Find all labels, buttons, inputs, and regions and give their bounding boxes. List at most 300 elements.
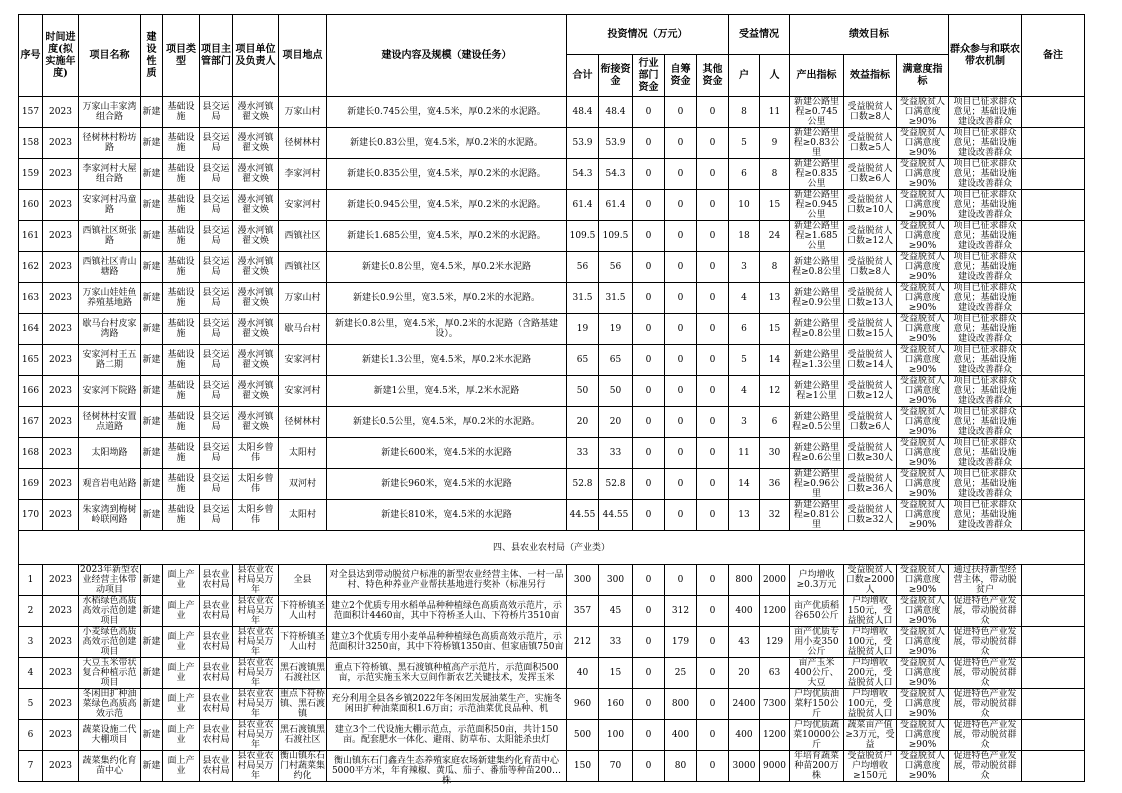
cell-effect-text: 户均增收200元，受益脱贫人口: [847, 658, 893, 688]
cell-self-text: 800: [671, 699, 690, 709]
cell-note: [1022, 314, 1085, 345]
cell-satisfaction: [897, 565, 949, 596]
cell-content-text: 建立3个优质专用小麦单品种种植绿色高质高效示范片，示范面积计3250亩，其中下符桥镇1350亩、但家庙镇750亩: [329, 632, 564, 652]
cell-seq-text: 1: [27, 575, 34, 585]
cell-nature-text: 新建: [142, 169, 161, 179]
cell-content: [327, 159, 567, 190]
cell-type: [163, 221, 200, 252]
cell-output-text: 新建公路里程≥0.8公里: [792, 319, 841, 339]
cell-effect-text: 受益脱贫人口数≥30人: [847, 443, 893, 463]
cell-type: [163, 689, 200, 720]
cell-nature: [141, 97, 163, 128]
cell-content-text: 新建长0.8公里，宽4.5米，厚0.2米水泥路: [362, 262, 531, 272]
cell-year-text: 2023: [49, 386, 72, 396]
cell-year-text: 2023: [49, 293, 72, 303]
cell-location-text: 西镇社区: [284, 231, 321, 241]
cell-effect: [844, 438, 897, 469]
cell-effect-text: 受益脱贫人口数≥13人: [847, 288, 893, 308]
cell-other: [697, 190, 729, 221]
cell-other-text: 0: [709, 761, 716, 771]
cell-content-text: 重点下符桥镇、黑石渡镇种植高产示范片，示范面积500亩，示范实施玉米大豆间作新农艺关键技术，发挥玉米: [334, 663, 559, 683]
cell-effect-text: 蔬菜亩产值≥3万元，受益: [845, 720, 895, 750]
cell-year-text: 2023: [49, 730, 72, 740]
cell-total: [567, 159, 599, 190]
cell-industry-text: 0: [645, 324, 652, 334]
cell-effect: [844, 627, 897, 658]
col-header-note: 备注: [1022, 15, 1085, 97]
cell-person-text: 15: [768, 200, 781, 210]
cell-output: [790, 565, 844, 596]
cell-hh: [729, 407, 760, 438]
cell-output-text: 户均增收≥0.3万元: [796, 570, 837, 590]
cell-output: [790, 221, 844, 252]
table-row: [19, 314, 1085, 345]
cell-effect: [844, 128, 897, 159]
cell-name-text: 安家河村冯童路: [82, 195, 137, 215]
cell-effect-text: 受益脱贫人口数≥12人: [847, 226, 893, 246]
cell-nature: [141, 689, 163, 720]
cell-effect: [844, 407, 897, 438]
cell-name: [79, 283, 141, 314]
cell-industry-text: 0: [645, 200, 652, 210]
cell-satisfaction: [897, 689, 949, 720]
cell-seq: [19, 407, 43, 438]
cell-industry-text: 0: [645, 169, 652, 179]
cell-link: [599, 376, 633, 407]
cell-effect-text: 受益脱贫人口数≥36人: [847, 474, 893, 494]
cell-self: [665, 159, 697, 190]
cell-owner-text: 漫水河镇翟文焕: [237, 133, 274, 153]
cell-type: [163, 128, 200, 159]
cell-seq-text: 158: [21, 138, 40, 148]
cell-content: [327, 469, 567, 500]
cell-self-text: 0: [677, 448, 684, 458]
cell-output: [790, 469, 844, 500]
cell-owner-text: 县农业农村局吴万年: [237, 627, 274, 657]
cell-person-text: 9: [771, 138, 778, 148]
cell-dept: [200, 190, 233, 221]
cell-other: [697, 658, 729, 689]
cell-industry: [633, 720, 665, 751]
cell-seq-text: 165: [21, 355, 40, 365]
cell-person: [760, 500, 790, 531]
cell-year-text: 2023: [49, 448, 72, 458]
cell-seq: [19, 500, 43, 531]
cell-satisfaction: [897, 97, 949, 128]
cell-mechanism-text: 项目已征求群众意见；基础设施建设改善群众: [953, 376, 1017, 406]
cell-dept: [200, 565, 233, 596]
cell-link: [599, 720, 633, 751]
cell-year-text: 2023: [49, 479, 72, 489]
cell-hh-text: 4: [741, 293, 747, 303]
cell-nature: [141, 159, 163, 190]
cell-person: [760, 252, 790, 283]
cell-total: [567, 658, 599, 689]
cell-other: [697, 469, 729, 500]
cell-content: [327, 97, 567, 128]
cell-satisfaction-text: 受益脱贫人口满意度≥90%: [899, 159, 945, 189]
cell-person-text: 32: [768, 510, 781, 520]
cell-dept-text: 县交运局: [202, 226, 230, 246]
cell-year-text: 2023: [49, 200, 72, 210]
cell-person-text: 1200: [763, 730, 786, 740]
cell-year: [43, 658, 79, 689]
cell-type: [163, 283, 200, 314]
cell-type-text: 面上产业: [167, 694, 195, 714]
cell-name: [79, 469, 141, 500]
cell-seq: [19, 438, 43, 469]
cell-other-text: 0: [709, 417, 716, 427]
cell-owner-text: 漫水河镇翟文焕: [237, 164, 274, 184]
cell-other: [697, 283, 729, 314]
cell-year-text: 2023: [49, 324, 72, 334]
cell-dept: [200, 438, 233, 469]
cell-mechanism-text: 促进特色产业发展，带动脱贫群众: [953, 658, 1017, 688]
cell-content: [327, 689, 567, 720]
cell-self: [665, 221, 697, 252]
cell-effect-text: 受益脱贫人口数≥8人: [847, 257, 893, 277]
cell-location: [279, 658, 327, 689]
cell-mechanism: [949, 407, 1022, 438]
cell-other: [697, 565, 729, 596]
cell-link-text: 20: [609, 417, 622, 427]
cell-total: [567, 283, 599, 314]
table-row: [19, 190, 1085, 221]
cell-year: [43, 376, 79, 407]
col-header-total: 合计: [567, 55, 599, 97]
cell-location-text: 径树林村: [284, 138, 321, 148]
cell-industry: [633, 627, 665, 658]
cell-name: [79, 438, 141, 469]
cell-mechanism: [949, 720, 1022, 751]
cell-nature: [141, 314, 163, 345]
cell-mechanism-text: 项目已征求群众意见；基础设施建设改善群众: [953, 407, 1017, 437]
cell-other-text: 0: [709, 324, 716, 334]
cell-content: [327, 283, 567, 314]
cell-name: [79, 221, 141, 252]
cell-year-text: 2023: [49, 107, 72, 117]
cell-name-text: 水稻绿色高质高效示范创建项目: [82, 596, 137, 626]
cell-satisfaction-text: 受益脱贫人口满意度≥90%: [899, 469, 945, 499]
cell-location: [279, 252, 327, 283]
cell-note: [1022, 689, 1085, 720]
cell-satisfaction-text: 受益脱贫人口满意度≥90%: [899, 565, 945, 595]
cell-type-text: 面上产业: [167, 570, 195, 590]
cell-effect-text: 受益脱贫人口数≥15人: [847, 319, 893, 339]
cell-effect-text: 受益脱贫人口数≥5人: [847, 133, 893, 153]
cell-location-text: 安家河村: [284, 386, 321, 396]
cell-mechanism-text: 项目已征求群众意见；基础设施建设改善群众: [953, 221, 1017, 251]
cell-industry: [633, 128, 665, 159]
cell-effect: [844, 565, 897, 596]
cell-mechanism-text: 促进特色产业发展，带动脱贫群众: [953, 751, 1017, 781]
cell-link: [599, 159, 633, 190]
cell-industry: [633, 221, 665, 252]
cell-year-text: 2023: [49, 606, 72, 616]
cell-seq-text: 164: [21, 324, 40, 334]
cell-satisfaction: [897, 720, 949, 751]
cell-content: [327, 438, 567, 469]
cell-owner: [233, 128, 279, 159]
cell-type: [163, 596, 200, 627]
cell-seq-text: 3: [27, 637, 34, 647]
cell-year-text: 2023: [49, 262, 72, 272]
cell-name-text: 大豆玉米带状复合种植示范项目: [82, 658, 137, 688]
cell-self-text: 0: [677, 107, 684, 117]
cell-link: [599, 438, 633, 469]
cell-name: [79, 128, 141, 159]
cell-output-text: 新建公路里程≥0.745公里: [793, 97, 839, 127]
table-row: [19, 596, 1085, 627]
cell-dept-text: 县交运局: [202, 319, 230, 339]
cell-hh-text: 6: [741, 324, 747, 334]
cell-total: [567, 689, 599, 720]
cell-location: [279, 627, 327, 658]
cell-name-text: 径树林村安置点道路: [82, 412, 137, 432]
cell-effect-text: 受益脱贫人口数≥6人: [847, 164, 893, 184]
cell-type: [163, 565, 200, 596]
cell-industry: [633, 689, 665, 720]
cell-note: [1022, 252, 1085, 283]
cell-dept-text: 县农业农村局: [202, 663, 230, 683]
cell-nature: [141, 751, 163, 782]
cell-industry: [633, 407, 665, 438]
cell-self: [665, 283, 697, 314]
cell-mechanism: [949, 345, 1022, 376]
cell-other: [697, 689, 729, 720]
cell-location: [279, 128, 327, 159]
cell-owner: [233, 627, 279, 658]
cell-self: [665, 376, 697, 407]
cell-mechanism-text: 项目已征求群众意见；基础设施建设改善群众: [953, 190, 1017, 220]
cell-effect-text: 受益脱贫人口数≥10人: [847, 195, 893, 215]
cell-seq: [19, 751, 43, 782]
cell-seq: [19, 658, 43, 689]
cell-satisfaction-text: 受益脱贫人口满意度≥90%: [899, 314, 945, 344]
cell-type: [163, 500, 200, 531]
cell-owner-text: 漫水河镇翟文焕: [237, 257, 274, 277]
cell-name: [79, 190, 141, 221]
cell-year: [43, 283, 79, 314]
col-header-output: 产出指标: [790, 55, 844, 97]
cell-total-text: 52.8: [572, 479, 593, 489]
cell-link: [599, 190, 633, 221]
cell-other-text: 0: [709, 479, 716, 489]
cell-owner-text: 县农业农村局吴万年: [237, 689, 274, 719]
cell-year: [43, 596, 79, 627]
cell-type: [163, 190, 200, 221]
cell-owner: [233, 720, 279, 751]
cell-name-text: 万家山娃娃鱼养殖基地路: [82, 288, 137, 308]
cell-dept-text: 县交运局: [202, 288, 230, 308]
cell-content-text: 新建长1.685公里，宽4.5米，厚0.2米的水泥路。: [347, 231, 546, 241]
cell-person: [760, 438, 790, 469]
cell-hh-text: 43: [738, 637, 750, 647]
cell-seq-text: 168: [21, 448, 40, 458]
cell-name-text: 2023年新型农业经营主体带动项目: [80, 565, 139, 595]
cell-year: [43, 128, 79, 159]
cell-person: [760, 283, 790, 314]
cell-seq: [19, 159, 43, 190]
cell-type: [163, 469, 200, 500]
cell-satisfaction: [897, 221, 949, 252]
cell-effect: [844, 500, 897, 531]
cell-seq-text: 161: [21, 231, 40, 241]
cell-link-text: 19: [609, 324, 622, 334]
cell-hh-text: 5: [741, 355, 747, 365]
cell-location-text: 双河村: [288, 479, 316, 489]
cell-person-text: 12: [768, 386, 781, 396]
cell-person-text: 129: [765, 637, 784, 647]
cell-name: [79, 627, 141, 658]
cell-name: [79, 159, 141, 190]
cell-nature: [141, 500, 163, 531]
col-header-satisfaction: 满意度指标: [897, 55, 949, 97]
cell-self-text: 0: [677, 200, 684, 210]
cell-satisfaction: [897, 596, 949, 627]
cell-content-text: 新建长0.8公里，宽4.5米，厚0.2米的水泥路（含路基建设）。: [335, 319, 558, 339]
cell-dept-text: 县交运局: [202, 381, 230, 401]
cell-dept-text: 县农业农村局: [202, 601, 230, 621]
cell-link-text: 31.5: [605, 293, 626, 303]
cell-nature-text: 新建: [142, 386, 161, 396]
cell-dept: [200, 627, 233, 658]
cell-owner-text: 漫水河镇翟文焕: [237, 195, 274, 215]
cell-total-text: 31.5: [572, 293, 593, 303]
cell-output: [790, 720, 844, 751]
cell-link: [599, 596, 633, 627]
cell-content-text: 新建长810米，宽4.5米的水泥路: [381, 510, 512, 520]
cell-nature-text: 新建: [142, 107, 161, 117]
cell-note: [1022, 159, 1085, 190]
cell-person: [760, 190, 790, 221]
cell-location: [279, 596, 327, 627]
cell-link: [599, 345, 633, 376]
cell-total: [567, 221, 599, 252]
cell-effect: [844, 97, 897, 128]
cell-name: [79, 97, 141, 128]
cell-name-text: 歇马台村皮家湾路: [82, 319, 137, 339]
cell-link: [599, 565, 633, 596]
cell-owner: [233, 407, 279, 438]
cell-hh-text: 13: [738, 510, 750, 520]
cell-seq: [19, 314, 43, 345]
cell-nature-text: 新建: [142, 293, 161, 303]
cell-satisfaction: [897, 159, 949, 190]
cell-content-text: 新建长0.745公里，宽4.5米，厚0.2米的水泥路。: [347, 107, 546, 117]
cell-self-text: 0: [677, 510, 684, 520]
cell-nature-text: 新建: [142, 668, 161, 678]
cell-name-text: 安家河村王五路二期: [82, 350, 137, 370]
cell-hh: [729, 500, 760, 531]
cell-other-text: 0: [709, 355, 716, 365]
cell-location-text: 安家河村: [284, 200, 321, 210]
cell-total: [567, 190, 599, 221]
cell-person: [760, 565, 790, 596]
cell-content-text: 新建1公里，宽4.5米，厚.2米水泥路: [373, 386, 520, 396]
cell-output-text: 新建公路里程≥0.96公里: [793, 469, 840, 499]
cell-nature-text: 新建: [142, 637, 161, 647]
cell-self-text: 0: [677, 138, 684, 148]
cell-link: [599, 500, 633, 531]
cell-total-text: 50: [576, 386, 589, 396]
cell-industry: [633, 159, 665, 190]
cell-note: [1022, 720, 1085, 751]
cell-industry-text: 0: [645, 231, 652, 241]
table-row: [19, 128, 1085, 159]
cell-dept: [200, 376, 233, 407]
cell-satisfaction-text: 受益脱贫人口满意度≥90%: [899, 689, 945, 719]
cell-dept: [200, 221, 233, 252]
cell-name: [79, 500, 141, 531]
cell-satisfaction-text: 受益脱贫人口满意度≥90%: [899, 97, 945, 127]
cell-year-text: 2023: [49, 231, 72, 241]
cell-link-text: 48.4: [605, 107, 626, 117]
cell-effect-text: 户均增收100元，受益脱贫人口: [847, 689, 893, 719]
cell-self: [665, 407, 697, 438]
cell-content-text: 新建长0.945公里，宽4.5米，厚0.2米的水泥路。: [347, 200, 546, 210]
cell-self: [665, 751, 697, 782]
cell-industry-text: 0: [645, 417, 652, 427]
cell-nature: [141, 252, 163, 283]
cell-other-text: 0: [709, 575, 716, 585]
cell-effect-text: 受益脱贫人口数≥2000人: [845, 565, 895, 595]
cell-owner: [233, 345, 279, 376]
cell-seq: [19, 190, 43, 221]
cell-total-text: 960: [573, 699, 592, 709]
cell-output: [790, 345, 844, 376]
cell-hh-text: 14: [738, 479, 750, 489]
cell-dept-text: 县交运局: [202, 102, 230, 122]
cell-mechanism-text: 项目已征求群众意见；基础设施建设改善群众: [953, 128, 1017, 158]
cell-owner-text: 县农业农村局吴万年: [237, 751, 274, 781]
cell-seq-text: 166: [21, 386, 40, 396]
cell-effect: [844, 469, 897, 500]
table-row: [19, 720, 1085, 751]
cell-location-text: 太阳村: [288, 510, 316, 520]
col-header-self: 自筹资金: [665, 55, 697, 97]
cell-satisfaction: [897, 751, 949, 782]
cell-dept: [200, 720, 233, 751]
cell-output: [790, 689, 844, 720]
cell-owner: [233, 565, 279, 596]
cell-industry-text: 0: [645, 637, 652, 647]
cell-other: [697, 407, 729, 438]
table-row: [19, 407, 1085, 438]
col-header-name: 项目名称: [79, 15, 141, 97]
cell-content-text: 建立2个优质专用水稻单品种种植绿色高质高效示范片，示范面积计4460亩，其中下符桥圣人山、下符桥片3510亩: [331, 601, 562, 621]
cell-owner: [233, 283, 279, 314]
cell-mechanism-text: 促进特色产业发展，带动脱贫群众: [953, 720, 1017, 750]
cell-note: [1022, 128, 1085, 159]
cell-dept: [200, 469, 233, 500]
cell-owner: [233, 190, 279, 221]
cell-output-text: 新建公路里程≥0.83公里: [793, 128, 840, 158]
cell-satisfaction-text: 受益脱贫人口满意度≥90%: [899, 751, 945, 781]
cell-output-text: 亩产优质稻谷650公斤: [793, 601, 839, 621]
cell-name-text: 朱家湾到梅树岭联网路: [82, 505, 137, 525]
cell-total: [567, 407, 599, 438]
cell-type: [163, 159, 200, 190]
cell-self-text: 0: [677, 417, 684, 427]
cell-effect: [844, 314, 897, 345]
cell-nature-text: 新建: [142, 699, 161, 709]
cell-mechanism-text: 项目已征求群众意见；基础设施建设改善群众: [953, 314, 1017, 344]
cell-other: [697, 221, 729, 252]
cell-person: [760, 596, 790, 627]
col-header-dept: 项目主管部门: [200, 15, 233, 97]
cell-hh: [729, 438, 760, 469]
